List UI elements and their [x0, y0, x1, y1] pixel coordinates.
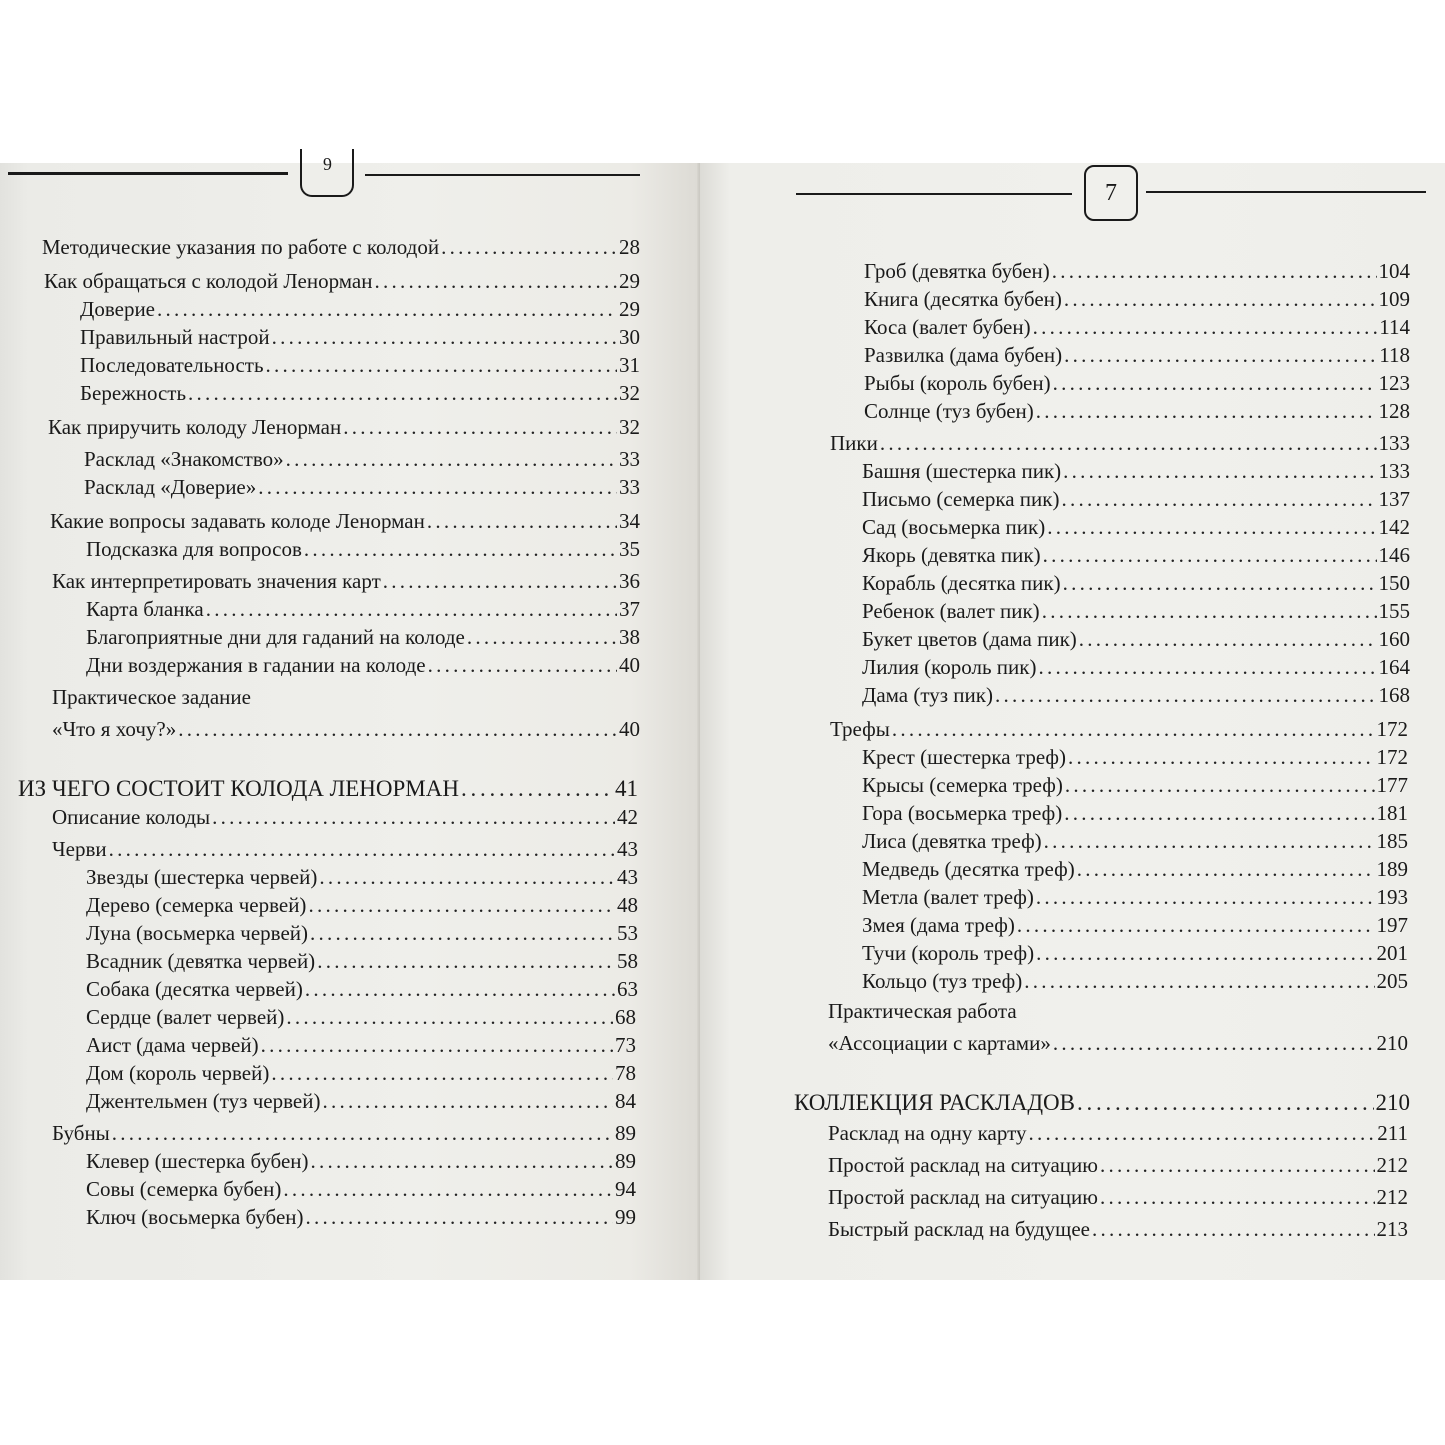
toc-entry: Якорь (девятка пик) . . . 146 [862, 541, 1410, 569]
toc-entry: Практическое задание [52, 685, 251, 709]
toc-entry: Практическая работа [828, 999, 1017, 1023]
toc-entry: Какие вопросы задавать колоде Ленорман . . . 34 [50, 507, 640, 535]
toc-entry: Крысы (семерка треф) . . . 177 [862, 771, 1408, 799]
page-number-box [300, 149, 354, 197]
toc-entry: Как интерпретировать значения карт . . . 36 [52, 567, 640, 595]
header-rule-left [796, 193, 1072, 195]
toc-entry: Сад (восьмерка пик) . . . 142 [862, 513, 1410, 541]
book-spread [0, 154, 1445, 1280]
toc-entry: Солнце (туз бубен) . . . 128 [864, 397, 1410, 425]
toc-entry: Книга (десятка бубен) . . . 109 [864, 285, 1410, 313]
toc-entry: Расклад на одну карту . . . 211 [828, 1119, 1408, 1147]
toc-entry: Гора (восьмерка треф) . . . 181 [862, 799, 1408, 827]
toc-entry: Методические указания по работе с колодой . . . 28 [42, 233, 640, 261]
toc-entry: Дни воздержания в гадании на колоде . . . 40 [86, 651, 640, 679]
toc-entry: Букет цветов (дама пик) . . . 160 [862, 625, 1410, 653]
page-number-box [1084, 165, 1138, 221]
toc-entry: Расклад «Доверие» . . . 33 [84, 473, 640, 501]
toc-entry: Расклад «Знакомство» . . . 33 [84, 445, 640, 473]
toc-entry: Бубны . . . 89 [52, 1119, 636, 1147]
toc-entry: Ключ (восьмерка бубен) . . . 99 [86, 1203, 636, 1231]
toc-entry: Рыбы (король бубен) . . . 123 [864, 369, 1410, 397]
toc-entry: Быстрый расклад на будущее . . . 213 [828, 1215, 1408, 1243]
toc-entry: Дама (туз пик) . . . 168 [862, 681, 1410, 709]
toc-entry: «Что я хочу?» . . . 40 [52, 715, 640, 743]
toc-entry: Как обращаться с колодой Ленорман . . . 29 [44, 267, 640, 295]
toc-entry: Змея (дама треф) . . . 197 [862, 911, 1408, 939]
toc-entry: Всадник (девятка червей) . . . 58 [86, 947, 638, 975]
toc-entry: Совы (семерка бубен) . . . 94 [86, 1175, 636, 1203]
toc-entry: Сердце (валет червей) . . . 68 [86, 1003, 636, 1031]
left-page [0, 154, 700, 1280]
toc-entry: «Ассоциации с картами» . . . 210 [828, 1029, 1408, 1057]
right-page [700, 163, 1445, 1280]
toc-entry: Как приручить колоду Ленорман . . . 32 [48, 413, 640, 441]
page-number: 7 [1105, 180, 1117, 206]
toc-entry: Аист (дама червей) . . . 73 [86, 1031, 636, 1059]
toc-entry: Дом (король червей) . . . 78 [86, 1059, 636, 1087]
toc-entry: Башня (шестерка пик) . . . 133 [862, 457, 1410, 485]
toc-entry: Доверие . . . 29 [80, 295, 640, 323]
toc-entry: Подсказка для вопросов . . . 35 [86, 535, 640, 563]
toc-entry: Описание колоды . . . 42 [52, 803, 638, 831]
toc-entry: Звезды (шестерка червей) . . . 43 [86, 863, 638, 891]
header-rule-right [365, 174, 640, 176]
toc-entry: Ребенок (валет пик) . . . 155 [862, 597, 1410, 625]
header-rule-left [8, 172, 288, 175]
toc-section: ИЗ ЧЕГО СОСТОИТ КОЛОДА ЛЕНОРМАН . . . 41 [18, 775, 638, 803]
toc-entry: Тучи (король треф) . . . 201 [862, 939, 1408, 967]
toc-entry: Простой расклад на ситуацию . . . 212 [828, 1183, 1408, 1211]
toc-entry: Коса (валет бубен) . . . 114 [864, 313, 1410, 341]
toc-entry: Пики . . . 133 [830, 429, 1410, 457]
toc-section: КОЛЛЕКЦИЯ РАСКЛАДОВ . . . 210 [794, 1089, 1410, 1117]
toc-entry: Луна (восьмерка червей) . . . 53 [86, 919, 638, 947]
toc-entry: Бережность . . . 32 [80, 379, 640, 407]
toc-entry: Собака (десятка червей) . . . 63 [86, 975, 638, 1003]
toc-entry: Крест (шестерка треф) . . . 172 [862, 743, 1408, 771]
toc-entry: Корабль (десятка пик) . . . 150 [862, 569, 1410, 597]
toc-entry: Дерево (семерка червей) . . . 48 [86, 891, 638, 919]
toc-entry: Метла (валет треф) . . . 193 [862, 883, 1408, 911]
toc-entry: Простой расклад на ситуацию . . . 212 [828, 1151, 1408, 1179]
toc-entry: Медведь (десятка треф) . . . 189 [862, 855, 1408, 883]
toc-entry: Джентельмен (туз червей) . . . 84 [86, 1087, 636, 1115]
toc-entry: Трефы . . . 172 [830, 715, 1408, 743]
toc-entry: Черви . . . 43 [52, 835, 638, 863]
toc-entry: Письмо (семерка пик) . . . 137 [862, 485, 1410, 513]
toc-entry: Развилка (дама бубен) . . . 118 [864, 341, 1410, 369]
toc-entry: Благоприятные дни для гаданий на колоде . . . 38 [86, 623, 640, 651]
toc-entry: Лилия (король пик) . . . 164 [862, 653, 1410, 681]
page-number: 6 [322, 154, 332, 174]
toc-entry: Карта бланка . . . 37 [86, 595, 640, 623]
toc-entry: Клевер (шестерка бубен) . . . 89 [86, 1147, 636, 1175]
toc-entry: Гроб (девятка бубен) . . . 104 [864, 257, 1410, 285]
toc-entry: Кольцо (туз треф) . . . 205 [862, 967, 1408, 995]
toc-entry: Лиса (девятка треф) . . . 185 [862, 827, 1408, 855]
header-rule-right [1146, 191, 1426, 193]
toc-entry: Правильный настрой . . . 30 [80, 323, 640, 351]
toc-entry: Последовательность . . . 31 [80, 351, 640, 379]
